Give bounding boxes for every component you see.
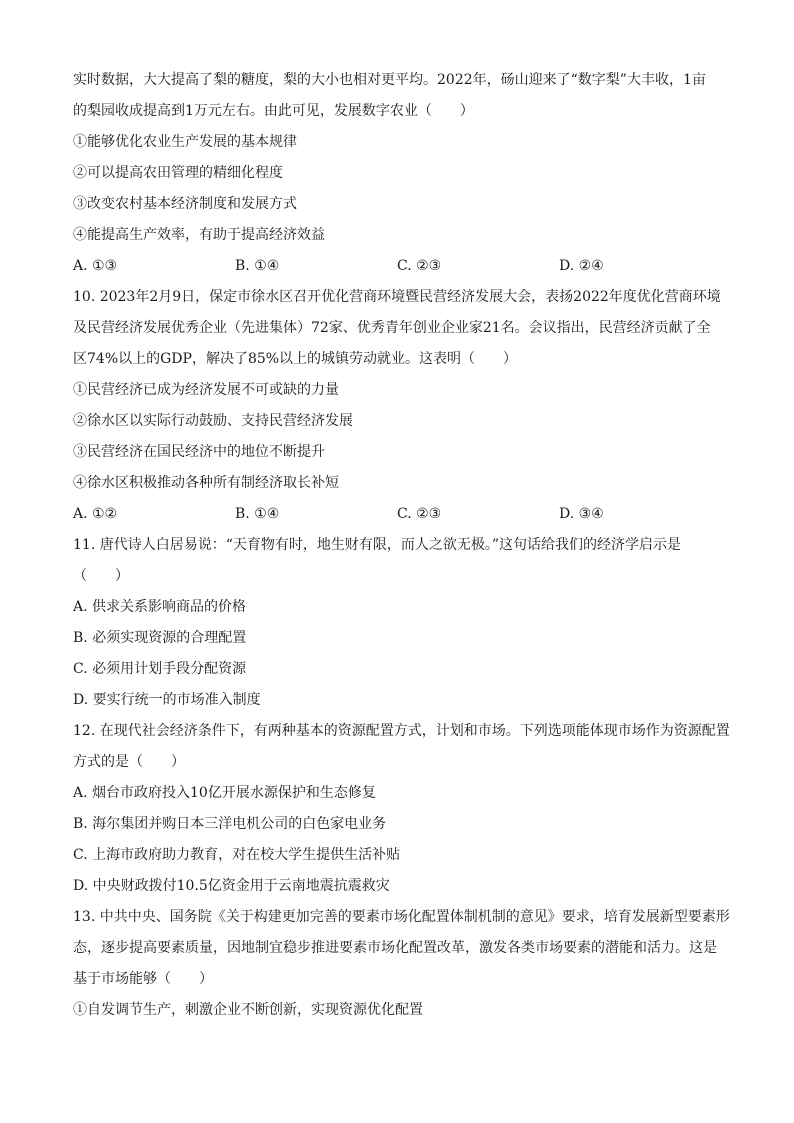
option-a: A. ①③: [73, 258, 118, 274]
question-12: [73, 716, 733, 902]
option-b: B. ①④: [235, 506, 280, 522]
option-b: B. 海尔集团并购日本三洋电机公司的白色家电业务: [73, 816, 387, 832]
statement-item: ①自发调节生产，刺激企业不断创新，实现资源优化配置: [73, 1002, 423, 1018]
statement-item: ②徐水区以实际行动鼓励、支持民营经济发展: [73, 413, 353, 429]
option-b: B. ①④: [235, 258, 280, 274]
option-d: D. 中央财政拨付10.5亿资金用于云南地震抗震救灾: [73, 878, 390, 894]
question-11: [73, 530, 733, 716]
question-13: [73, 902, 733, 1026]
question-stem-line: 基于市场能够（ ）: [73, 971, 213, 987]
statement-item: ③民营经济在国民经济中的地位不断提升: [73, 444, 325, 460]
statement-item: ①能够优化农业生产发展的基本规律: [73, 134, 297, 150]
question-stem-line: 10. 2023年2月9日，保定市徐水区召开优化营商环境暨民营经济发展大会，表扬2022年度优化营商环境: [73, 289, 721, 305]
option-c: C. 上海市政府助力教育，对在校大学生提供生活补贴: [73, 847, 401, 863]
question-stem-line: 11. 唐代诗人白居易说：“天育物有时，地生财有限，而人之欲无极。”这句话给我们的经济学启示是: [73, 537, 682, 553]
statement-item: ①民营经济已成为经济发展不可或缺的力量: [73, 382, 339, 398]
question-stem-line: 区74%以上的GDP，解决了85%以上的城镇劳动就业。这表明（ ）: [73, 351, 518, 367]
answer-options: [73, 499, 733, 530]
question-stem-line: 方式的是（ ）: [73, 754, 185, 770]
statement-item: ④徐水区积极推动各种所有制经济取长补短: [73, 475, 339, 491]
option-d: D. ③④: [559, 506, 604, 522]
option-c: C. ②③: [397, 258, 442, 274]
question-stem-line: 12. 在现代社会经济条件下，有两种基本的资源配置方式，计划和市场。下列选项能体现市场作为资源配置: [73, 723, 730, 739]
question-stem-line: （ ）: [73, 568, 129, 584]
question-stem-line: 13. 中共中央、国务院《关于构建更加完善的要素市场化配置体制机制的意见》要求，培育发展新型要素形: [73, 909, 730, 925]
option-b: B. 必须实现资源的合理配置: [73, 630, 247, 646]
answer-options: [73, 251, 733, 282]
question-stem-line: 态，逐步提高要素质量，因地制宜稳步推进要素市场化配置改革，激发各类市场要素的潜能和活力。这是: [73, 940, 717, 956]
option-a: A. ①②: [73, 506, 118, 522]
question-stem-line: 及民营经济发展优秀企业（先进集体）72家、优秀青年创业企业家21名。会议指出，民营经济贡献了全: [73, 320, 711, 336]
question-stem-line: 的梨园收成提高到1万元左右。由此可见，发展数字农业（ ）: [73, 103, 474, 119]
option-a: A. 烟台市政府投入10亿开展水源保护和生态修复: [73, 785, 376, 801]
statement-item: ③改变农村基本经济制度和发展方式: [73, 196, 297, 212]
statement-item: ②可以提高农田管理的精细化程度: [73, 165, 283, 181]
question-10: [73, 282, 733, 530]
option-c: C. 必须用计划手段分配资源: [73, 661, 247, 677]
option-d: D. ②④: [559, 258, 604, 274]
statement-item: ④能提高生产效率，有助于提高经济效益: [73, 227, 325, 243]
option-c: C. ②③: [397, 506, 442, 522]
option-d: D. 要实行统一的市场准入制度: [73, 692, 261, 708]
question-stem-line: 实时数据，大大提高了梨的糖度，梨的大小也相对更平均。2022年，砀山迎来了“数字梨”大丰收，1亩: [73, 72, 706, 88]
option-a: A. 供求关系影响商品的价格: [73, 599, 247, 615]
question-9: [73, 65, 733, 282]
exam-page: [73, 65, 733, 1026]
